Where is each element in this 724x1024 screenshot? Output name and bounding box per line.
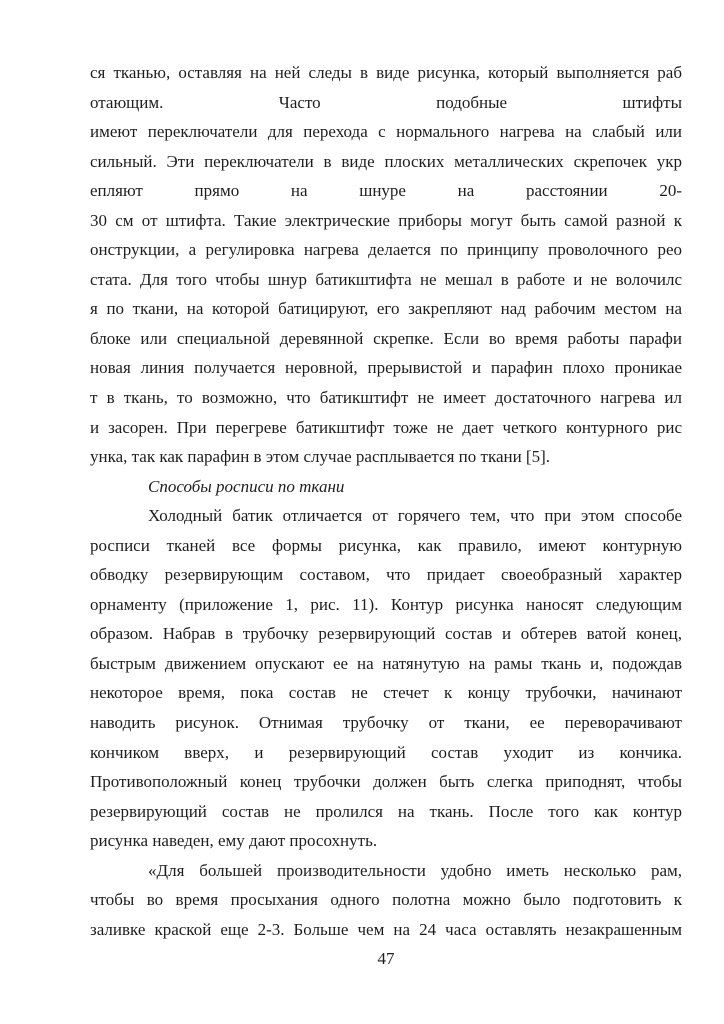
text-line: и засорен. При перегреве батикштифт тоже не дает четкого контурного рис: [90, 417, 682, 437]
page-number: 47: [377, 949, 395, 969]
text-line: росписи тканей все формы рисунка, как правило, имеют контурную: [90, 535, 682, 555]
paragraph-2: [90, 501, 682, 856]
text-line: онструкции, а регулировка нагрева делается по принципу проволочного рео: [90, 240, 682, 260]
paragraph-1: [90, 58, 682, 472]
text-line: 30 см от штифта. Такие электрические приборы могут быть самой разной к: [90, 210, 682, 230]
text-line: резервирующий состав не пролился на ткань. После того как контур: [90, 801, 682, 821]
text-line: новая линия получается неровной, прерывистой и парафин плохо проникае: [90, 358, 682, 378]
text-line: унка, так как парафин в этом случае расплывается по ткани [5].: [90, 447, 551, 467]
text-line: образом. Набрав в трубочку резервирующий состав и обтерев ватой конец,: [90, 624, 682, 644]
text-line: обводку резервирующим составом, что придает своеобразный характер: [90, 565, 682, 585]
text-line: быстрым движением опускают ее на натянутую на рамы ткань и, подождав: [90, 653, 682, 673]
text-line: блоке или специальной деревянной скрепке. Если во время работы парафи: [90, 328, 682, 348]
text-line: заливке краской еще 2-3. Больше чем на 24 часа оставлять незакрашенным: [90, 919, 682, 939]
text-line: епляют прямо на шнуре на расстоянии 20-: [90, 181, 682, 201]
text-line: отающим. Часто подобные штифты: [90, 92, 682, 112]
text-line: некоторое время, пока состав не стечет к концу трубочки, начинают: [90, 683, 682, 703]
text-line: Противоположный конец трубочки должен быть слегка приподнят, чтобы: [90, 772, 682, 792]
text-area: [90, 58, 682, 944]
text-line: «Для большей производительности удобно иметь несколько рам,: [148, 860, 682, 880]
text-line: имеют переключатели для перехода с нормального нагрева на слабый или: [90, 122, 682, 142]
text-line: ся тканью, оставляя на ней следы в виде рисунка, который выполняется раб: [90, 63, 682, 82]
text-line: стата. Для того чтобы шнур батикштифта не мешал в работе и не волочилс: [90, 269, 682, 289]
section-heading: [90, 472, 682, 502]
text-line: сильный. Эти переключатели в виде плоских металлических скрепочек укр: [90, 151, 682, 171]
text-line: Холодный батик отличается от горячего тем, что при этом способе: [148, 506, 682, 526]
text-line: т в ткань, то возможно, что батикштифт не имеет достаточного нагрева ил: [90, 388, 682, 408]
text-line: Способы росписи по ткани: [148, 476, 345, 496]
text-line: рисунка наведен, ему дают просохнуть.: [90, 831, 378, 851]
text-line: кончиком вверх, и резервирующий состав уходит из кончика.: [90, 742, 682, 762]
text-line: чтобы во время просыхания одного полотна можно было подготовить к: [90, 890, 682, 910]
text-line: я по ткани, на которой батицируют, его закрепляют над рабочим местом на: [90, 299, 682, 319]
text-line: орнаменту (приложение 1, рис. 11). Контур рисунка наносят следующим: [90, 594, 682, 614]
text-line: наводить рисунок. Отнимая трубочку от ткани, ее переворачивают: [90, 713, 682, 733]
paragraph-3: [90, 856, 682, 945]
